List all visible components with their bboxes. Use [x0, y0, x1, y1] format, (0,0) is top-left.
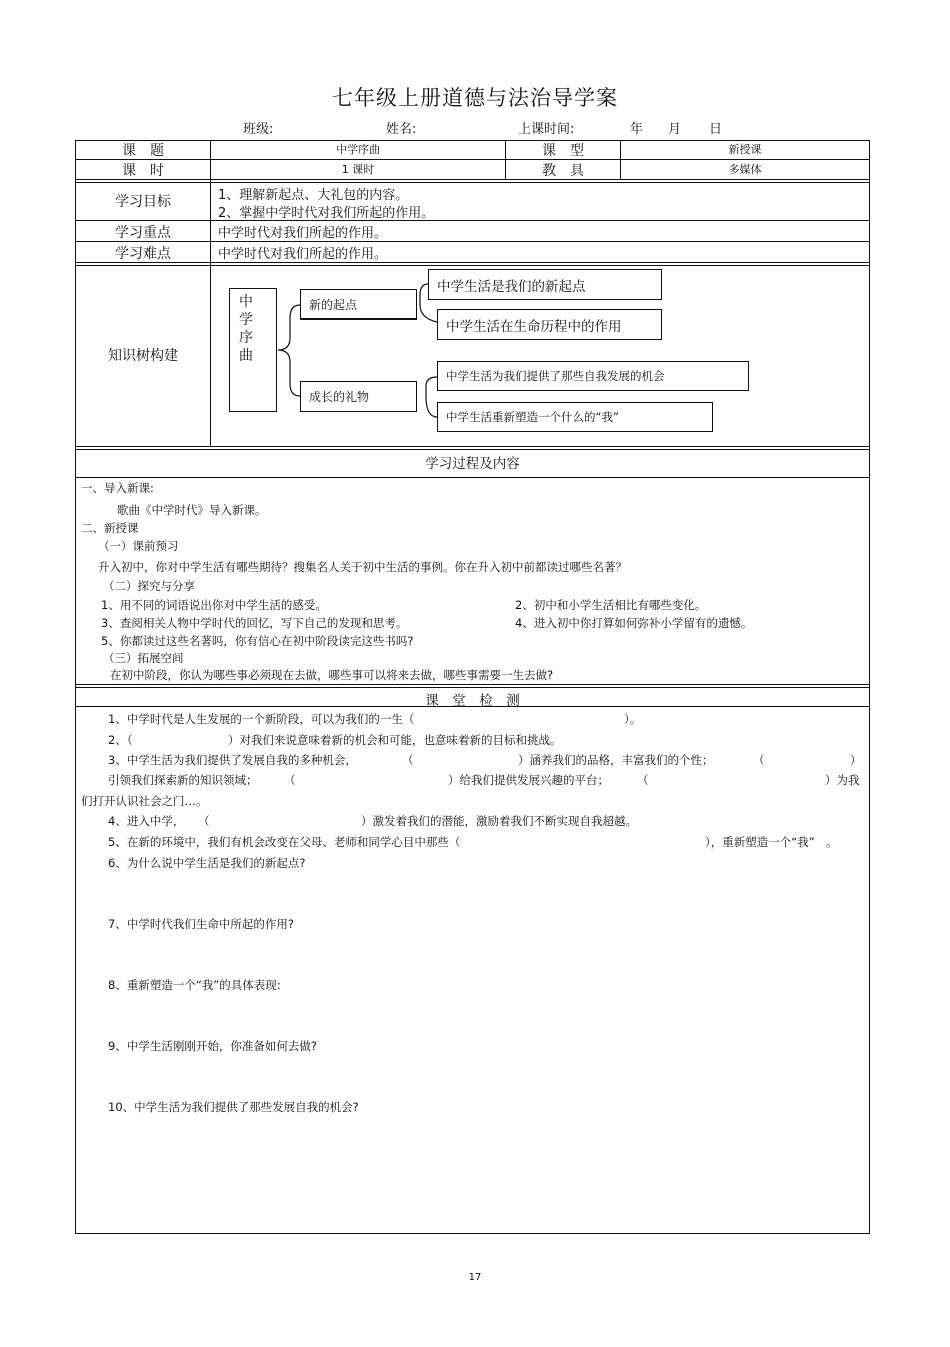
section-intro-label: 一、导入新课: [81, 481, 154, 495]
month-label: 月 [668, 122, 682, 137]
page-title: 七年级上册道德与法治导学案 [332, 86, 618, 110]
explore-question-1: 1、用不同的词语说出你对中学生活的感受。 [101, 598, 327, 612]
hours-label: 课 时 [122, 163, 164, 179]
goal-item-1: 1、理解新起点、大礼包的内容。 [218, 188, 409, 203]
test-q9: 9、中学生活刚刚开始，你准备如何去做? [108, 1039, 317, 1053]
preview-text: 升入初中，你对中学生活有哪些期待？搜集名人关于初中生活的事例。你在升入初中前都读过哪些名著？ [98, 560, 627, 574]
explore-heading: （二）探究与分享 [103, 579, 195, 593]
tree-branch-growth-gift: 成长的礼物 [300, 381, 417, 412]
test-q8: 8、重新塑造一个“我”的具体表现: [108, 978, 281, 992]
teaching-aids-label: 教 具 [542, 163, 584, 179]
day-label: 日 [709, 122, 723, 137]
process-heading: 学习过程及内容 [425, 456, 520, 472]
test-q3-part9: （ [637, 773, 649, 787]
test-q3-part1: 3、中学生活为我们提供了发展自我的多种机会， [108, 753, 357, 767]
key-point-value: 中学时代对我们所起的作用。 [218, 226, 388, 241]
tree-leaf-development-opportunities: 中学生活为我们提供了那些自我发展的机会 [437, 361, 749, 391]
lesson-type-label: 课 型 [542, 143, 584, 159]
tree-branch-new-start: 新的起点 [300, 289, 417, 320]
section-intro-text: 歌曲《中学时代》导入新课。 [117, 503, 267, 517]
test-q4-bracket: （ [198, 814, 210, 828]
class-test-heading: 课 堂 检 测 [425, 693, 520, 709]
test-q3-part5: ） [850, 753, 862, 767]
knowledge-tree-label: 知识树构建 [108, 348, 178, 364]
test-q1-start: 1、中学时代是人生发展的一个新阶段，可以为我们的一生（ [108, 712, 415, 726]
topic-label: 课 题 [122, 143, 164, 159]
page-number: 17 [468, 1272, 482, 1283]
goals-label: 学习目标 [115, 194, 171, 210]
explore-question-3: 3、查阅相关人物中学时代的回忆，写下自己的发现和思考。 [101, 616, 408, 630]
test-q3-part10: ）为我 [825, 773, 860, 787]
difficulty-label: 学习难点 [115, 246, 171, 262]
test-q3-part4: （ [753, 753, 765, 767]
tree-root-box: 中学序曲 [229, 288, 277, 412]
topic-value: 中学序曲 [336, 143, 380, 156]
explore-question-5: 5、你都读过这些名著吗，你有信心在初中阶段读完这些书吗? [101, 634, 414, 648]
tree-leaf-new-starting-point: 中学生活是我们的新起点 [428, 269, 662, 300]
test-q2-end: ）对我们来说意味着新的机会和可能，也意味着新的目标和挑战。 [228, 733, 562, 747]
test-q10: 10、中学生活为我们提供了那些发展自我的机会? [108, 1100, 359, 1114]
expand-text: 在初中阶段，你认为哪些事必须现在去做，哪些事可以将来去做，哪些事需要一生去做? [110, 668, 554, 682]
test-q3-part11: 们打开认识社会之门…。 [81, 794, 208, 808]
explore-question-4: 4、进入初中你打算如何弥补小学留有的遗憾。 [515, 616, 753, 630]
test-q3-part7: （ [284, 773, 296, 787]
key-point-label: 学习重点 [115, 225, 171, 241]
test-q3-part6: 引领我们探索新的知识领域； [108, 773, 258, 787]
test-q7: 7、中学时代我们生命中所起的作用? [108, 917, 294, 931]
tree-leaf-reshape-me: 中学生活重新塑造一个什么的“我” [437, 402, 713, 432]
explore-question-2: 2、初中和小学生活相比有哪些变化。 [515, 598, 707, 612]
lesson-type-value: 新授课 [728, 143, 762, 156]
test-q5-start: 5、在新的环境中，我们有机会改变在父母、老师和同学心目中那些（ [108, 835, 461, 849]
test-q5-end: ），重新塑造一个“我” 。 [705, 835, 838, 849]
teaching-aids-value: 多媒体 [728, 163, 762, 176]
name-label: 姓名: [386, 122, 417, 137]
difficulty-value: 中学时代对我们所起的作用。 [218, 247, 388, 262]
test-q4-start: 4、进入中学， [108, 814, 185, 828]
expand-heading: （三）拓展空间 [103, 651, 184, 665]
test-q3-part8: ）给我们提供发展兴趣的平台； [448, 773, 609, 787]
hours-value: 1 课时 [341, 163, 375, 176]
class-time-label: 上课时间: [518, 122, 575, 137]
test-q3-part3: ）涵养我们的品格，丰富我们的个性； [518, 753, 714, 767]
goal-item-2: 2、掌握中学时代对我们所起的作用。 [218, 206, 435, 221]
test-q1-end: ）。 [624, 712, 642, 726]
tree-leaf-role-in-life: 中学生活在生命历程中的作用 [437, 309, 662, 340]
year-label: 年 [630, 122, 644, 137]
test-q3-part2: （ [402, 753, 414, 767]
test-q6: 6、为什么说中学生活是我们的新起点? [108, 856, 306, 870]
section-new-lesson-label: 二、新授课 [81, 521, 139, 535]
preview-heading: （一）课前预习 [98, 539, 179, 553]
test-q4-end: ）激发着我们的潜能，激励着我们不断实现自我超越。 [361, 814, 637, 828]
class-label: 班级: [243, 122, 274, 137]
test-q2-start: 2、（ [108, 733, 133, 747]
